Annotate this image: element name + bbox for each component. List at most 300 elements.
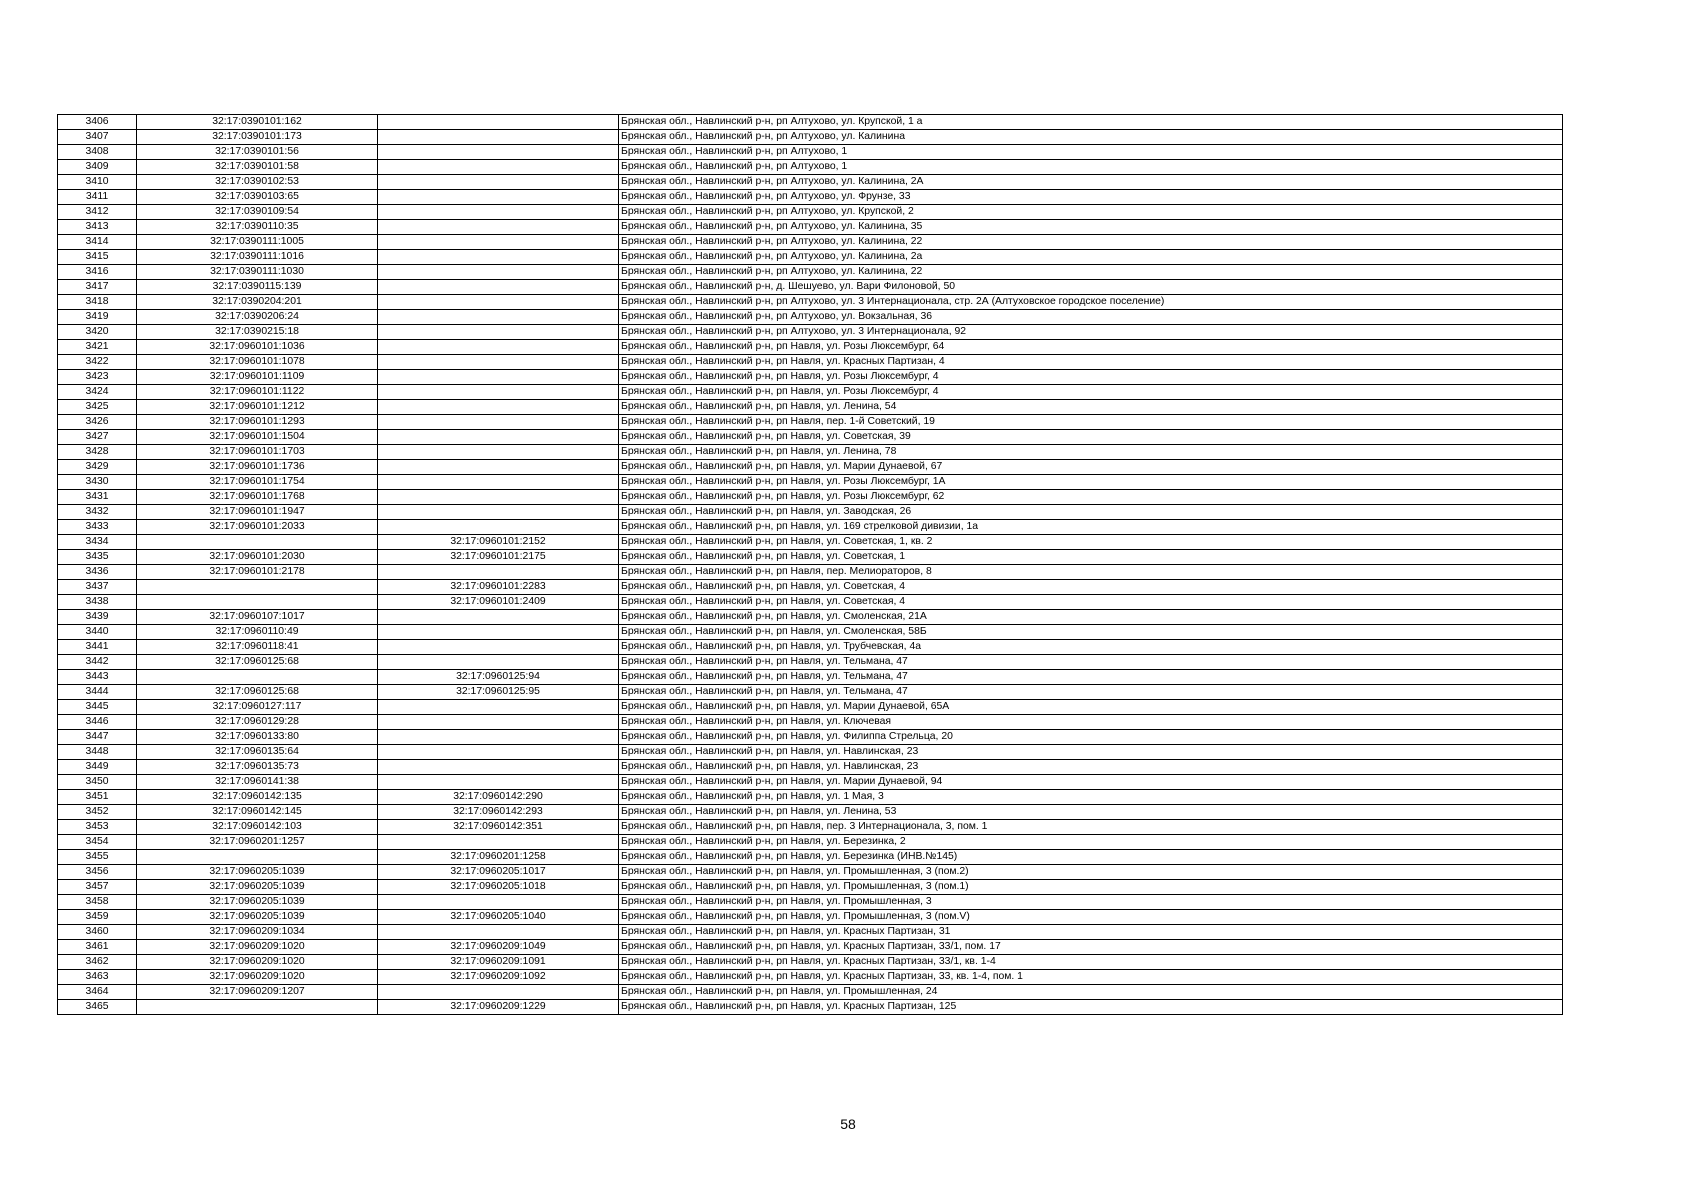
cadastral-number-cell: 32:17:0960205:1039	[137, 880, 378, 895]
cadastral-number-cell: 32:17:0960125:68	[137, 655, 378, 670]
row-number-cell: 3419	[58, 310, 137, 325]
cadastral-number-cell: 32:17:0390109:54	[137, 205, 378, 220]
row-number-cell: 3456	[58, 865, 137, 880]
cadastral-number-cell: 32:17:0960110:49	[137, 625, 378, 640]
table-row	[58, 685, 1563, 700]
cadastral-number-cell: 32:17:0960142:145	[137, 805, 378, 820]
address-cell: Брянская обл., Навлинский р-н, рп Навля, ул. Смоленская, 21А	[619, 610, 1563, 625]
address-cell: Брянская обл., Навлинский р-н, рп Алтухово, 1	[619, 160, 1563, 175]
cadastral-number-cell: 32:17:0390101:173	[137, 130, 378, 145]
table-row	[58, 670, 1563, 685]
table-row	[58, 640, 1563, 655]
cadastral-number-cell: 32:17:0390101:58	[137, 160, 378, 175]
address-cell: Брянская обл., Навлинский р-н, рп Алтухово, ул. Вокзальная, 36	[619, 310, 1563, 325]
related-cadastral-number-cell	[378, 160, 619, 175]
cadastral-number-cell: 32:17:0960101:1703	[137, 445, 378, 460]
row-number-cell: 3447	[58, 730, 137, 745]
row-number-cell: 3434	[58, 535, 137, 550]
related-cadastral-number-cell	[378, 730, 619, 745]
related-cadastral-number-cell	[378, 130, 619, 145]
address-cell: Брянская обл., Навлинский р-н, рп Навля, пер. 1-й Советский, 19	[619, 415, 1563, 430]
cadastral-number-cell	[137, 535, 378, 550]
related-cadastral-number-cell	[378, 310, 619, 325]
cadastral-number-cell: 32:17:0960101:2030	[137, 550, 378, 565]
related-cadastral-number-cell	[378, 295, 619, 310]
address-cell: Брянская обл., Навлинский р-н, рп Алтухово, ул. Фрунзе, 33	[619, 190, 1563, 205]
cadastral-number-cell: 32:17:0960101:1736	[137, 460, 378, 475]
related-cadastral-number-cell	[378, 355, 619, 370]
cadastral-number-cell: 32:17:0390111:1030	[137, 265, 378, 280]
address-cell: Брянская обл., Навлинский р-н, рп Навля, ул. Березинка, 2	[619, 835, 1563, 850]
related-cadastral-number-cell	[378, 325, 619, 340]
related-cadastral-number-cell	[378, 400, 619, 415]
row-number-cell: 3443	[58, 670, 137, 685]
table-row	[58, 715, 1563, 730]
row-number-cell: 3424	[58, 385, 137, 400]
related-cadastral-number-cell: 32:17:0960101:2283	[378, 580, 619, 595]
address-cell: Брянская обл., Навлинский р-н, д. Шешуево, ул. Вари Филоновой, 50	[619, 280, 1563, 295]
address-cell: Брянская обл., Навлинский р-н, рп Навля, ул. Промышленная, 3 (пом.2)	[619, 865, 1563, 880]
related-cadastral-number-cell: 32:17:0960101:2152	[378, 535, 619, 550]
table-row	[58, 280, 1563, 295]
table-row	[58, 1000, 1563, 1015]
table-row	[58, 700, 1563, 715]
table-row	[58, 850, 1563, 865]
address-cell: Брянская обл., Навлинский р-н, рп Навля, пер. 3 Интернационала, 3, пом. 1	[619, 820, 1563, 835]
table-row	[58, 250, 1563, 265]
related-cadastral-number-cell	[378, 145, 619, 160]
page-number: 58	[840, 1116, 856, 1132]
related-cadastral-number-cell	[378, 925, 619, 940]
table-row	[58, 520, 1563, 535]
row-number-cell: 3423	[58, 370, 137, 385]
table-row	[58, 730, 1563, 745]
cadastral-number-cell: 32:17:0960209:1020	[137, 970, 378, 985]
row-number-cell: 3454	[58, 835, 137, 850]
cadastral-number-cell: 32:17:0960135:73	[137, 760, 378, 775]
cadastral-number-cell: 32:17:0960209:1020	[137, 940, 378, 955]
table-row	[58, 445, 1563, 460]
address-cell: Брянская обл., Навлинский р-н, рп Навля, ул. Навлинская, 23	[619, 745, 1563, 760]
row-number-cell: 3416	[58, 265, 137, 280]
table-row	[58, 295, 1563, 310]
cadastral-number-cell	[137, 850, 378, 865]
cadastral-number-cell	[137, 1000, 378, 1015]
table-row	[58, 265, 1563, 280]
row-number-cell: 3462	[58, 955, 137, 970]
address-cell: Брянская обл., Навлинский р-н, рп Навля, ул. Тельмана, 47	[619, 670, 1563, 685]
cadastral-number-cell: 32:17:0960101:1122	[137, 385, 378, 400]
related-cadastral-number-cell: 32:17:0960205:1017	[378, 865, 619, 880]
row-number-cell: 3429	[58, 460, 137, 475]
table-row	[58, 115, 1563, 130]
address-cell: Брянская обл., Навлинский р-н, рп Алтухово, ул. Калинина, 2А	[619, 175, 1563, 190]
table-row	[58, 220, 1563, 235]
cadastral-number-cell: 32:17:0960101:1768	[137, 490, 378, 505]
table-row	[58, 865, 1563, 880]
table-row	[58, 175, 1563, 190]
table-row	[58, 235, 1563, 250]
row-number-cell: 3409	[58, 160, 137, 175]
row-number-cell: 3440	[58, 625, 137, 640]
related-cadastral-number-cell	[378, 340, 619, 355]
row-number-cell: 3412	[58, 205, 137, 220]
table-row	[58, 205, 1563, 220]
table-row	[58, 820, 1563, 835]
address-cell: Брянская обл., Навлинский р-н, рп Навля, ул. Ленина, 54	[619, 400, 1563, 415]
table-row	[58, 655, 1563, 670]
address-cell: Брянская обл., Навлинский р-н, рп Навля, ул. Тельмана, 47	[619, 685, 1563, 700]
address-cell: Брянская обл., Навлинский р-н, рп Алтухово, ул. Калинина, 35	[619, 220, 1563, 235]
address-cell: Брянская обл., Навлинский р-н, рп Алтухово, ул. Калинина	[619, 130, 1563, 145]
cadastral-number-cell: 32:17:0960205:1039	[137, 895, 378, 910]
related-cadastral-number-cell	[378, 490, 619, 505]
address-cell: Брянская обл., Навлинский р-н, рп Навля, ул. Ключевая	[619, 715, 1563, 730]
table-row	[58, 190, 1563, 205]
related-cadastral-number-cell	[378, 760, 619, 775]
cadastral-number-cell: 32:17:0960209:1020	[137, 955, 378, 970]
related-cadastral-number-cell	[378, 445, 619, 460]
address-cell: Брянская обл., Навлинский р-н, рп Навля, ул. Розы Люксембург, 1А	[619, 475, 1563, 490]
row-number-cell: 3422	[58, 355, 137, 370]
related-cadastral-number-cell	[378, 895, 619, 910]
address-cell: Брянская обл., Навлинский р-н, рп Навля, ул. Розы Люксембург, 4	[619, 370, 1563, 385]
cadastral-number-cell: 32:17:0390102:53	[137, 175, 378, 190]
cadastral-number-cell: 32:17:0960129:28	[137, 715, 378, 730]
table-row	[58, 940, 1563, 955]
address-cell: Брянская обл., Навлинский р-н, рп Навля, ул. 169 стрелковой дивизии, 1а	[619, 520, 1563, 535]
cadastral-number-cell: 32:17:0960142:103	[137, 820, 378, 835]
related-cadastral-number-cell: 32:17:0960209:1092	[378, 970, 619, 985]
address-cell: Брянская обл., Навлинский р-н, рп Навля, ул. Навлинская, 23	[619, 760, 1563, 775]
row-number-cell: 3431	[58, 490, 137, 505]
cadastral-number-cell	[137, 595, 378, 610]
address-cell: Брянская обл., Навлинский р-н, рп Навля, ул. Трубчевская, 4а	[619, 640, 1563, 655]
cadastral-number-cell: 32:17:0960101:2178	[137, 565, 378, 580]
row-number-cell: 3427	[58, 430, 137, 445]
related-cadastral-number-cell	[378, 415, 619, 430]
row-number-cell: 3432	[58, 505, 137, 520]
address-cell: Брянская обл., Навлинский р-н, рп Навля, ул. Марии Дунаевой, 94	[619, 775, 1563, 790]
cadastral-number-cell: 32:17:0960141:38	[137, 775, 378, 790]
row-number-cell: 3446	[58, 715, 137, 730]
table-row	[58, 790, 1563, 805]
related-cadastral-number-cell: 32:17:0960209:1049	[378, 940, 619, 955]
table-row	[58, 505, 1563, 520]
address-cell: Брянская обл., Навлинский р-н, рп Навля, ул. Советская, 1, кв. 2	[619, 535, 1563, 550]
address-cell: Брянская обл., Навлинский р-н, рп Навля, ул. Красных Партизан, 33/1, кв. 1-4	[619, 955, 1563, 970]
cadastral-number-cell: 32:17:0960201:1257	[137, 835, 378, 850]
address-cell: Брянская обл., Навлинский р-н, рп Навля, ул. Красных Партизан, 4	[619, 355, 1563, 370]
row-number-cell: 3455	[58, 850, 137, 865]
address-cell: Брянская обл., Навлинский р-н, рп Навля, ул. Промышленная, 3 (пом.1)	[619, 880, 1563, 895]
address-cell: Брянская обл., Навлинский р-н, рп Навля, ул. Розы Люксембург, 64	[619, 340, 1563, 355]
table-row	[58, 355, 1563, 370]
address-cell: Брянская обл., Навлинский р-н, рп Навля, пер. Мелиораторов, 8	[619, 565, 1563, 580]
related-cadastral-number-cell	[378, 700, 619, 715]
row-number-cell: 3414	[58, 235, 137, 250]
related-cadastral-number-cell	[378, 745, 619, 760]
cadastral-number-cell: 32:17:0960205:1039	[137, 910, 378, 925]
table-row	[58, 580, 1563, 595]
related-cadastral-number-cell: 32:17:0960205:1040	[378, 910, 619, 925]
address-cell: Брянская обл., Навлинский р-н, рп Алтухово, ул. Крупской, 2	[619, 205, 1563, 220]
cadastral-number-cell: 32:17:0390215:18	[137, 325, 378, 340]
cadastral-number-cell: 32:17:0960142:135	[137, 790, 378, 805]
address-cell: Брянская обл., Навлинский р-н, рп Алтухово, ул. Калинина, 22	[619, 235, 1563, 250]
address-cell: Брянская обл., Навлинский р-н, рп Алтухово, ул. Крупской, 1 а	[619, 115, 1563, 130]
address-cell: Брянская обл., Навлинский р-н, рп Навля, ул. Ленина, 78	[619, 445, 1563, 460]
row-number-cell: 3410	[58, 175, 137, 190]
table-row	[58, 805, 1563, 820]
cadastral-number-cell: 32:17:0960101:1109	[137, 370, 378, 385]
related-cadastral-number-cell: 32:17:0960205:1018	[378, 880, 619, 895]
cadastral-number-cell: 32:17:0960205:1039	[137, 865, 378, 880]
related-cadastral-number-cell	[378, 250, 619, 265]
address-cell: Брянская обл., Навлинский р-н, рп Навля, ул. Советская, 1	[619, 550, 1563, 565]
cadastral-number-cell: 32:17:0960127:117	[137, 700, 378, 715]
related-cadastral-number-cell	[378, 520, 619, 535]
row-number-cell: 3421	[58, 340, 137, 355]
address-cell: Брянская обл., Навлинский р-н, рп Навля, ул. Красных Партизан, 31	[619, 925, 1563, 940]
row-number-cell: 3460	[58, 925, 137, 940]
row-number-cell: 3426	[58, 415, 137, 430]
related-cadastral-number-cell: 32:17:0960142:293	[378, 805, 619, 820]
table-row	[58, 340, 1563, 355]
cadastral-number-cell: 32:17:0960101:1947	[137, 505, 378, 520]
cadastral-number-cell: 32:17:0960209:1207	[137, 985, 378, 1000]
row-number-cell: 3445	[58, 700, 137, 715]
row-number-cell: 3407	[58, 130, 137, 145]
table-row	[58, 895, 1563, 910]
row-number-cell: 3442	[58, 655, 137, 670]
address-cell: Брянская обл., Навлинский р-н, рп Навля, ул. Красных Партизан, 33, кв. 1-4, пом. 1	[619, 970, 1563, 985]
related-cadastral-number-cell	[378, 715, 619, 730]
address-cell: Брянская обл., Навлинский р-н, рп Алтухово, ул. Калинина, 22	[619, 265, 1563, 280]
address-cell: Брянская обл., Навлинский р-н, рп Навля, ул. Промышленная, 24	[619, 985, 1563, 1000]
row-number-cell: 3411	[58, 190, 137, 205]
related-cadastral-number-cell	[378, 835, 619, 850]
table-row	[58, 775, 1563, 790]
row-number-cell: 3437	[58, 580, 137, 595]
address-cell: Брянская обл., Навлинский р-н, рп Навля, ул. Советская, 4	[619, 595, 1563, 610]
cadastral-number-cell: 32:17:0960101:2033	[137, 520, 378, 535]
address-cell: Брянская обл., Навлинский р-н, рп Навля, ул. Розы Люксембург, 62	[619, 490, 1563, 505]
address-cell: Брянская обл., Навлинский р-н, рп Навля, ул. 1 Мая, 3	[619, 790, 1563, 805]
table-row	[58, 955, 1563, 970]
row-number-cell: 3436	[58, 565, 137, 580]
cadastral-number-cell: 32:17:0960135:64	[137, 745, 378, 760]
records-table	[57, 114, 1563, 1015]
row-number-cell: 3435	[58, 550, 137, 565]
row-number-cell: 3420	[58, 325, 137, 340]
table-row	[58, 325, 1563, 340]
address-cell: Брянская обл., Навлинский р-н, рп Навля, ул. Советская, 4	[619, 580, 1563, 595]
address-cell: Брянская обл., Навлинский р-н, рп Алтухово, 1	[619, 145, 1563, 160]
row-number-cell: 3430	[58, 475, 137, 490]
cadastral-number-cell: 32:17:0960101:1504	[137, 430, 378, 445]
row-number-cell: 3413	[58, 220, 137, 235]
table-row	[58, 925, 1563, 940]
related-cadastral-number-cell: 32:17:0960209:1229	[378, 1000, 619, 1015]
cadastral-number-cell	[137, 580, 378, 595]
cadastral-number-cell: 32:17:0960133:80	[137, 730, 378, 745]
row-number-cell: 3438	[58, 595, 137, 610]
table-row	[58, 130, 1563, 145]
row-number-cell: 3463	[58, 970, 137, 985]
related-cadastral-number-cell	[378, 610, 619, 625]
related-cadastral-number-cell	[378, 220, 619, 235]
cadastral-number-cell: 32:17:0390115:139	[137, 280, 378, 295]
related-cadastral-number-cell	[378, 265, 619, 280]
cadastral-number-cell: 32:17:0960118:41	[137, 640, 378, 655]
related-cadastral-number-cell	[378, 565, 619, 580]
cadastral-number-cell: 32:17:0960101:1754	[137, 475, 378, 490]
table-row	[58, 400, 1563, 415]
address-cell: Брянская обл., Навлинский р-н, рп Навля, ул. Заводская, 26	[619, 505, 1563, 520]
row-number-cell: 3457	[58, 880, 137, 895]
table-row	[58, 490, 1563, 505]
address-cell: Брянская обл., Навлинский р-н, рп Навля, ул. Промышленная, 3 (пом.V)	[619, 910, 1563, 925]
address-cell: Брянская обл., Навлинский р-н, рп Навля, ул. Советская, 39	[619, 430, 1563, 445]
table-row	[58, 985, 1563, 1000]
row-number-cell: 3461	[58, 940, 137, 955]
related-cadastral-number-cell: 32:17:0960209:1091	[378, 955, 619, 970]
table-row	[58, 970, 1563, 985]
related-cadastral-number-cell	[378, 115, 619, 130]
address-cell: Брянская обл., Навлинский р-н, рп Навля, ул. Красных Партизан, 33/1, пом. 17	[619, 940, 1563, 955]
table-row	[58, 550, 1563, 565]
address-cell: Брянская обл., Навлинский р-н, рп Навля, ул. Филиппа Стрельца, 20	[619, 730, 1563, 745]
related-cadastral-number-cell	[378, 235, 619, 250]
related-cadastral-number-cell: 32:17:0960142:351	[378, 820, 619, 835]
records-table-body	[58, 115, 1563, 1015]
row-number-cell: 3425	[58, 400, 137, 415]
row-number-cell: 3433	[58, 520, 137, 535]
row-number-cell: 3428	[58, 445, 137, 460]
related-cadastral-number-cell	[378, 175, 619, 190]
table-row	[58, 160, 1563, 175]
table-row	[58, 565, 1563, 580]
cadastral-number-cell: 32:17:0960101:1078	[137, 355, 378, 370]
related-cadastral-number-cell	[378, 430, 619, 445]
address-cell: Брянская обл., Навлинский р-н, рп Алтухово, ул. 3 Интернационала, 92	[619, 325, 1563, 340]
row-number-cell: 3450	[58, 775, 137, 790]
cadastral-number-cell: 32:17:0390206:24	[137, 310, 378, 325]
row-number-cell: 3451	[58, 790, 137, 805]
related-cadastral-number-cell	[378, 370, 619, 385]
cadastral-number-cell: 32:17:0960101:1212	[137, 400, 378, 415]
table-row	[58, 535, 1563, 550]
table-row	[58, 145, 1563, 160]
table-row	[58, 910, 1563, 925]
cadastral-number-cell: 32:17:0390111:1005	[137, 235, 378, 250]
row-number-cell: 3415	[58, 250, 137, 265]
cadastral-number-cell: 32:17:0390110:35	[137, 220, 378, 235]
cadastral-number-cell: 32:17:0390101:56	[137, 145, 378, 160]
table-row	[58, 460, 1563, 475]
cadastral-number-cell: 32:17:0960101:1036	[137, 340, 378, 355]
table-row	[58, 310, 1563, 325]
related-cadastral-number-cell: 32:17:0960125:95	[378, 685, 619, 700]
row-number-cell: 3453	[58, 820, 137, 835]
address-cell: Брянская обл., Навлинский р-н, рп Навля, ул. Тельмана, 47	[619, 655, 1563, 670]
address-cell: Брянская обл., Навлинский р-н, рп Алтухово, ул. Калинина, 2а	[619, 250, 1563, 265]
row-number-cell: 3439	[58, 610, 137, 625]
address-cell: Брянская обл., Навлинский р-н, рп Навля, ул. Розы Люксембург, 4	[619, 385, 1563, 400]
related-cadastral-number-cell	[378, 385, 619, 400]
cadastral-number-cell: 32:17:0390111:1016	[137, 250, 378, 265]
address-cell: Брянская обл., Навлинский р-н, рп Навля, ул. Смоленская, 58Б	[619, 625, 1563, 640]
related-cadastral-number-cell	[378, 460, 619, 475]
row-number-cell: 3459	[58, 910, 137, 925]
row-number-cell: 3465	[58, 1000, 137, 1015]
related-cadastral-number-cell: 32:17:0960101:2409	[378, 595, 619, 610]
related-cadastral-number-cell	[378, 505, 619, 520]
address-cell: Брянская обл., Навлинский р-н, рп Навля, ул. Красных Партизан, 125	[619, 1000, 1563, 1015]
table-row	[58, 475, 1563, 490]
cadastral-number-cell: 32:17:0960107:1017	[137, 610, 378, 625]
related-cadastral-number-cell	[378, 775, 619, 790]
row-number-cell: 3464	[58, 985, 137, 1000]
row-number-cell: 3408	[58, 145, 137, 160]
related-cadastral-number-cell	[378, 475, 619, 490]
related-cadastral-number-cell	[378, 190, 619, 205]
related-cadastral-number-cell: 32:17:0960142:290	[378, 790, 619, 805]
cadastral-number-cell: 32:17:0390204:201	[137, 295, 378, 310]
table-row	[58, 760, 1563, 775]
address-cell: Брянская обл., Навлинский р-н, рп Алтухово, ул. 3 Интернационала, стр. 2А (Алтуховское городское поселение)	[619, 295, 1563, 310]
table-row	[58, 880, 1563, 895]
address-cell: Брянская обл., Навлинский р-н, рп Навля, ул. Марии Дунаевой, 67	[619, 460, 1563, 475]
table-row	[58, 835, 1563, 850]
address-cell: Брянская обл., Навлинский р-н, рп Навля, ул. Промышленная, 3	[619, 895, 1563, 910]
related-cadastral-number-cell	[378, 205, 619, 220]
cadastral-number-cell: 32:17:0390101:162	[137, 115, 378, 130]
table-row	[58, 385, 1563, 400]
related-cadastral-number-cell	[378, 985, 619, 1000]
table-row	[58, 745, 1563, 760]
cadastral-number-cell: 32:17:0960209:1034	[137, 925, 378, 940]
row-number-cell: 3452	[58, 805, 137, 820]
table-row	[58, 415, 1563, 430]
table-row	[58, 595, 1563, 610]
related-cadastral-number-cell	[378, 625, 619, 640]
row-number-cell: 3444	[58, 685, 137, 700]
related-cadastral-number-cell: 32:17:0960125:94	[378, 670, 619, 685]
cadastral-number-cell: 32:17:0960125:68	[137, 685, 378, 700]
row-number-cell: 3417	[58, 280, 137, 295]
row-number-cell: 3406	[58, 115, 137, 130]
row-number-cell: 3458	[58, 895, 137, 910]
cadastral-number-cell: 32:17:0390103:65	[137, 190, 378, 205]
row-number-cell: 3449	[58, 760, 137, 775]
table-row	[58, 625, 1563, 640]
address-cell: Брянская обл., Навлинский р-н, рп Навля, ул. Березинка (ИНВ.№145)	[619, 850, 1563, 865]
cadastral-number-cell: 32:17:0960101:1293	[137, 415, 378, 430]
related-cadastral-number-cell: 32:17:0960101:2175	[378, 550, 619, 565]
address-cell: Брянская обл., Навлинский р-н, рп Навля, ул. Марии Дунаевой, 65А	[619, 700, 1563, 715]
table-row	[58, 430, 1563, 445]
related-cadastral-number-cell	[378, 655, 619, 670]
table-row	[58, 370, 1563, 385]
row-number-cell: 3448	[58, 745, 137, 760]
row-number-cell: 3441	[58, 640, 137, 655]
table-row	[58, 610, 1563, 625]
row-number-cell: 3418	[58, 295, 137, 310]
address-cell: Брянская обл., Навлинский р-н, рп Навля, ул. Ленина, 53	[619, 805, 1563, 820]
related-cadastral-number-cell	[378, 640, 619, 655]
